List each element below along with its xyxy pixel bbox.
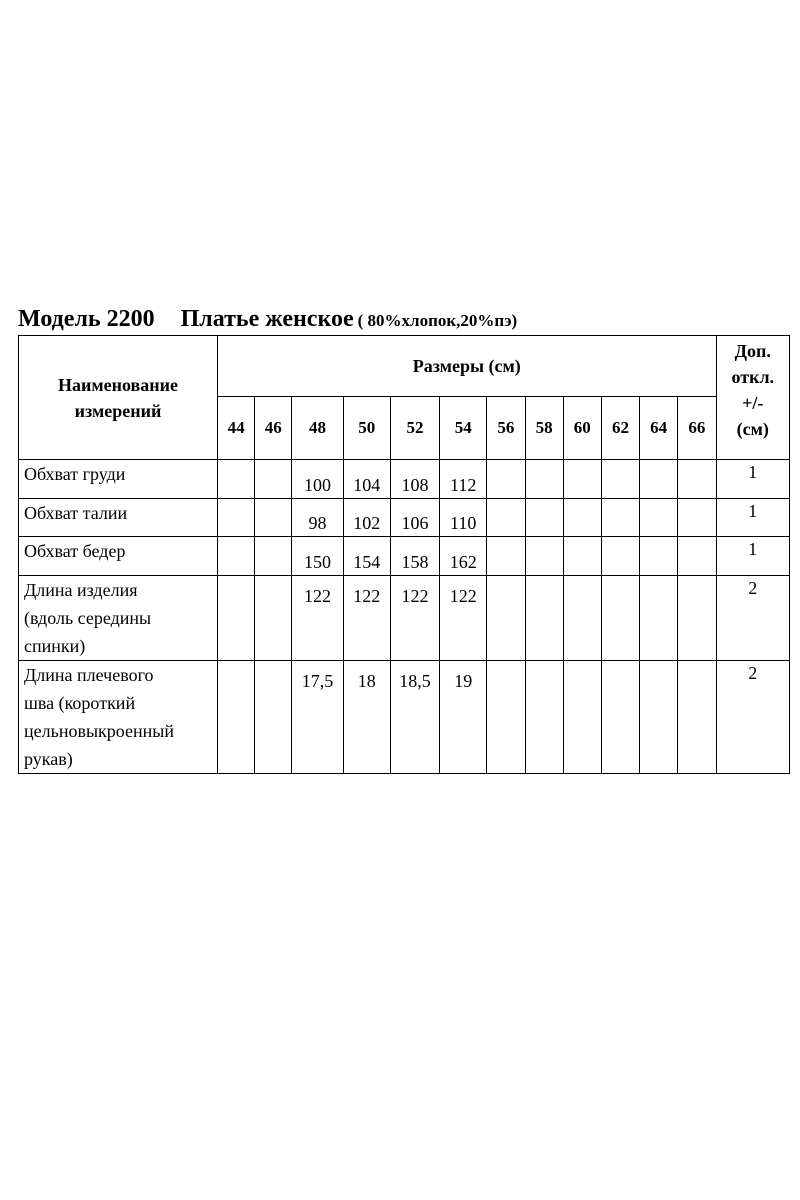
measurement-name-cell: [19, 576, 218, 661]
size-value-cell: 19: [440, 661, 487, 774]
size-value-cell: 18,5: [390, 661, 439, 774]
size-value-cell: [487, 576, 525, 661]
size-value-cell: [255, 499, 292, 537]
size-value-cell: [563, 576, 601, 661]
size-table: [18, 335, 790, 774]
size-value-cell: [255, 576, 292, 661]
size-value-cell: [218, 460, 255, 499]
size-value-cell: 17,5: [292, 661, 343, 774]
size-value-cell: 98: [292, 499, 343, 537]
size-table-body: [19, 336, 790, 774]
size-value-cell: [218, 499, 255, 537]
measurement-name-line: Обхват груди: [24, 464, 126, 484]
size-value-cell: [487, 661, 525, 774]
size-value-cell: [563, 661, 601, 774]
measurement-name-line: Обхват талии: [24, 503, 128, 523]
fabric-composition: ( 80%хлопок,20%пэ): [357, 311, 518, 330]
measurement-name-line: шва (короткий: [24, 693, 136, 713]
size-value-cell: 158: [390, 537, 439, 576]
size-value-cell: [525, 460, 563, 499]
size-value-cell: [640, 537, 678, 576]
measurement-name-line: Обхват бедер: [24, 541, 126, 561]
size-value-cell: [563, 460, 601, 499]
product-name: Платье женское: [180, 306, 354, 332]
size-value-cell: [255, 537, 292, 576]
size-value-cell: [218, 576, 255, 661]
size-value-cell: 102: [343, 499, 390, 537]
size-value-cell: [640, 499, 678, 537]
size-header-cell: 64: [640, 397, 678, 460]
size-value-cell: 110: [440, 499, 487, 537]
table-row: [19, 576, 790, 661]
tolerance-header-line: (см): [736, 419, 769, 439]
size-header-cell: 52: [390, 397, 439, 460]
measurement-name-cell: [19, 499, 218, 537]
tolerance-header-line: Доп.: [734, 341, 771, 361]
size-value-cell: 104: [343, 460, 390, 499]
size-header-cell: 60: [563, 397, 601, 460]
size-value-cell: 122: [390, 576, 439, 661]
size-value-cell: [601, 460, 639, 499]
tolerance-cell: 1: [716, 460, 789, 499]
size-value-cell: [525, 576, 563, 661]
tolerance-cell: 2: [716, 576, 789, 661]
sizes-header: Размеры (см): [218, 336, 717, 397]
size-value-cell: [525, 537, 563, 576]
size-value-cell: 18: [343, 661, 390, 774]
size-header-cell: 46: [255, 397, 292, 460]
table-row: [19, 499, 790, 537]
size-value-cell: [487, 460, 525, 499]
size-header-cell: 48: [292, 397, 343, 460]
size-value-cell: [601, 576, 639, 661]
size-value-cell: [601, 661, 639, 774]
size-value-cell: 108: [390, 460, 439, 499]
size-value-cell: [255, 661, 292, 774]
size-value-cell: [525, 661, 563, 774]
size-value-cell: [255, 460, 292, 499]
size-value-cell: [640, 576, 678, 661]
measurement-name-cell: [19, 661, 218, 774]
tolerance-header-line: +/-: [742, 393, 764, 413]
size-value-cell: 106: [390, 499, 439, 537]
measurement-name-line: Длина изделия: [24, 580, 138, 600]
size-value-cell: 150: [292, 537, 343, 576]
tolerance-cell: 1: [716, 499, 789, 537]
size-value-cell: [525, 499, 563, 537]
size-value-cell: 100: [292, 460, 343, 499]
size-value-cell: 162: [440, 537, 487, 576]
measurement-name-cell: [19, 460, 218, 499]
size-value-cell: [678, 661, 716, 774]
measurement-name-line: Длина плечевого: [24, 665, 154, 685]
measurement-name-line: спинки): [24, 636, 86, 656]
size-value-cell: [563, 499, 601, 537]
size-value-cell: [487, 537, 525, 576]
size-value-cell: [601, 537, 639, 576]
size-value-cell: [678, 460, 716, 499]
size-value-cell: [487, 499, 525, 537]
size-header-cell: 66: [678, 397, 716, 460]
size-value-cell: 122: [343, 576, 390, 661]
measurement-name-line: (вдоль середины: [24, 608, 152, 628]
size-value-cell: [640, 661, 678, 774]
size-value-cell: [640, 460, 678, 499]
tolerance-cell: 1: [716, 537, 789, 576]
size-value-cell: 112: [440, 460, 487, 499]
document-title: [18, 306, 517, 333]
size-value-cell: [601, 499, 639, 537]
measurement-name-header-line: Наименование: [58, 374, 178, 395]
tolerance-header: [716, 336, 789, 460]
size-value-cell: 122: [292, 576, 343, 661]
table-row: [19, 661, 790, 774]
table-row: [19, 537, 790, 576]
measurement-name-line: цельновыкроенный: [24, 721, 174, 741]
size-header-cell: 62: [601, 397, 639, 460]
size-header-cell: 56: [487, 397, 525, 460]
size-header-cell: 50: [343, 397, 390, 460]
tolerance-header-line: откл.: [731, 367, 775, 387]
size-header-cell: 54: [440, 397, 487, 460]
size-value-cell: [563, 537, 601, 576]
tolerance-cell: 2: [716, 661, 789, 774]
table-row: [19, 460, 790, 499]
size-header-cell: 44: [218, 397, 255, 460]
measurement-name-header-line: измерений: [74, 400, 162, 421]
measurement-name-header: [19, 336, 218, 460]
size-header-cell: 58: [525, 397, 563, 460]
size-value-cell: [678, 499, 716, 537]
measurement-name-line: рукав): [24, 749, 73, 769]
size-value-cell: [678, 576, 716, 661]
size-value-cell: [218, 661, 255, 774]
size-value-cell: [218, 537, 255, 576]
header-row-top: [19, 336, 790, 397]
size-value-cell: 154: [343, 537, 390, 576]
size-value-cell: 122: [440, 576, 487, 661]
model-number: Модель 2200: [18, 306, 155, 332]
size-value-cell: [678, 537, 716, 576]
measurement-name-cell: [19, 537, 218, 576]
